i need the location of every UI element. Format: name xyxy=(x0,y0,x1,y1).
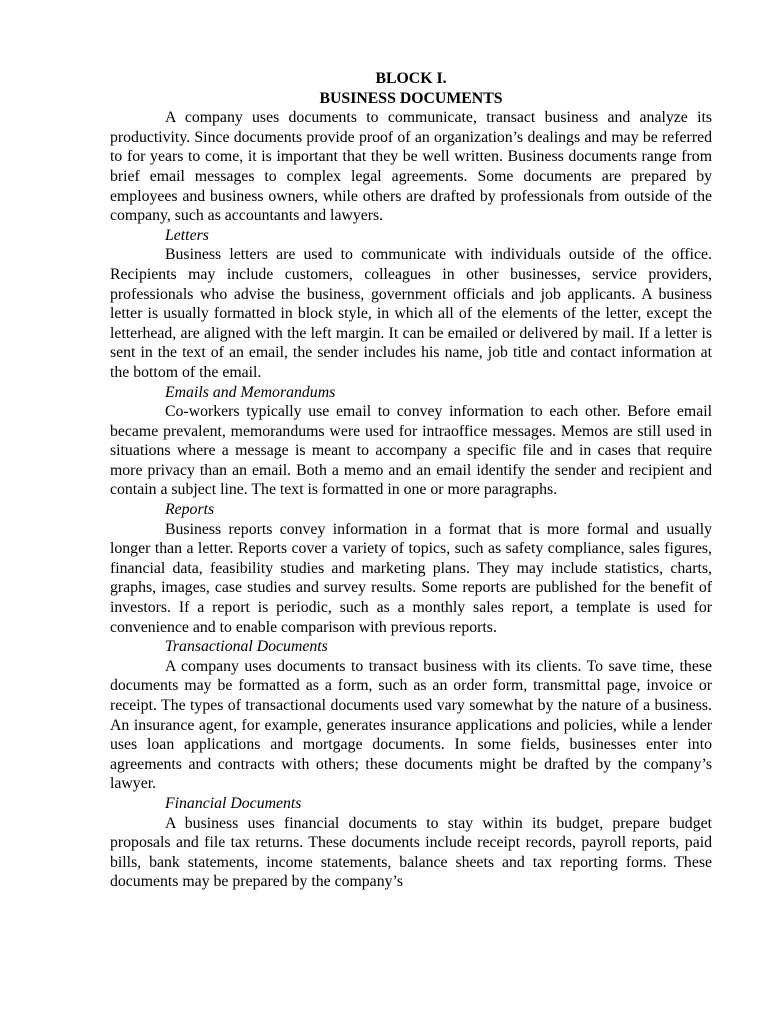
section-paragraph-financial-documents: A business uses financial documents to stay within its budget, prepare budget proposals and file tax returns. These documents include receipt records, payroll reports, paid bills, bank statements, income statements, balance sheets and tax reporting forms. These documents may be prepared by the company’s xyxy=(110,814,712,891)
section-paragraph-emails-memorandums: Co-workers typically use email to convey information to each other. Before email became prevalent, memorandums were used for intraoffice messages. Memos are still used in situations where a message is meant to accompany a specific file and in cases that require more privacy than an email. Both a memo and an email identify the sender and recipient and contain a subject line. The text is formatted in one or more paragraphs. xyxy=(110,403,712,499)
section-paragraph-transactional-documents: A company uses documents to transact business with its clients. To save time, these documents may be formatted as a form, such as an order form, transmittal page, invoice or receipt. The types of transactional documents used vary somewhat by the nature of a business. An insurance agent, for example, generates insurance applications and policies, while a lender uses loan applications and mortgage documents. In some fields, businesses enter into agreements and contracts with others; these documents might be drafted by the company’s lawyer. xyxy=(110,657,712,793)
section-heading-letters: Letters xyxy=(165,226,209,244)
document-page xyxy=(110,69,712,892)
section-paragraph-reports: Business reports convey information in a format that is more formal and usually longer than a letter. Reports cover a variety of topics, such as safety compliance, sales figures, financial data, feasibility studies and marketing plans. They may include statistics, charts, graphs, images, case studies and survey results. Some reports are published for the benefit of investors. If a report is periodic, such as a monthly sales report, a template is used for convenience and to enable comparison with previous reports. xyxy=(110,520,712,636)
section-heading-reports: Reports xyxy=(165,501,215,519)
block-title: BLOCK I. xyxy=(375,70,447,87)
document-title: BUSINESS DOCUMENTS xyxy=(319,89,503,107)
section-heading-financial-documents: Financial Documents xyxy=(165,794,302,812)
section-heading-emails-memorandums: Emails and Memorandums xyxy=(165,383,336,401)
section-heading-transactional-documents: Transactional Documents xyxy=(165,638,328,656)
intro-paragraph: A company uses documents to communicate, transact business and analyze its productivity. Since documents provide proof of an organization’s dealings and may be referred to for years to come, it is important that they be well written. Business documents range from brief email messages to complex legal agreements. Some documents are prepared by employees and business owners, while others are drafted by professionals from outside of the company, such as accountants and lawyers. xyxy=(110,109,712,225)
section-paragraph-letters: Business letters are used to communicate with individuals outside of the office. Recipients may include customers, colleagues in other businesses, service providers, professionals who advise the business, government officials and job applicants. A business letter is usually formatted in block style, in which all of the elements of the letter, except the letterhead, are aligned with the left margin. It can be emailed or delivered by mail. If a letter is sent in the text of an email, the sender includes his name, job title and contact information at the bottom of the email. xyxy=(110,246,712,381)
